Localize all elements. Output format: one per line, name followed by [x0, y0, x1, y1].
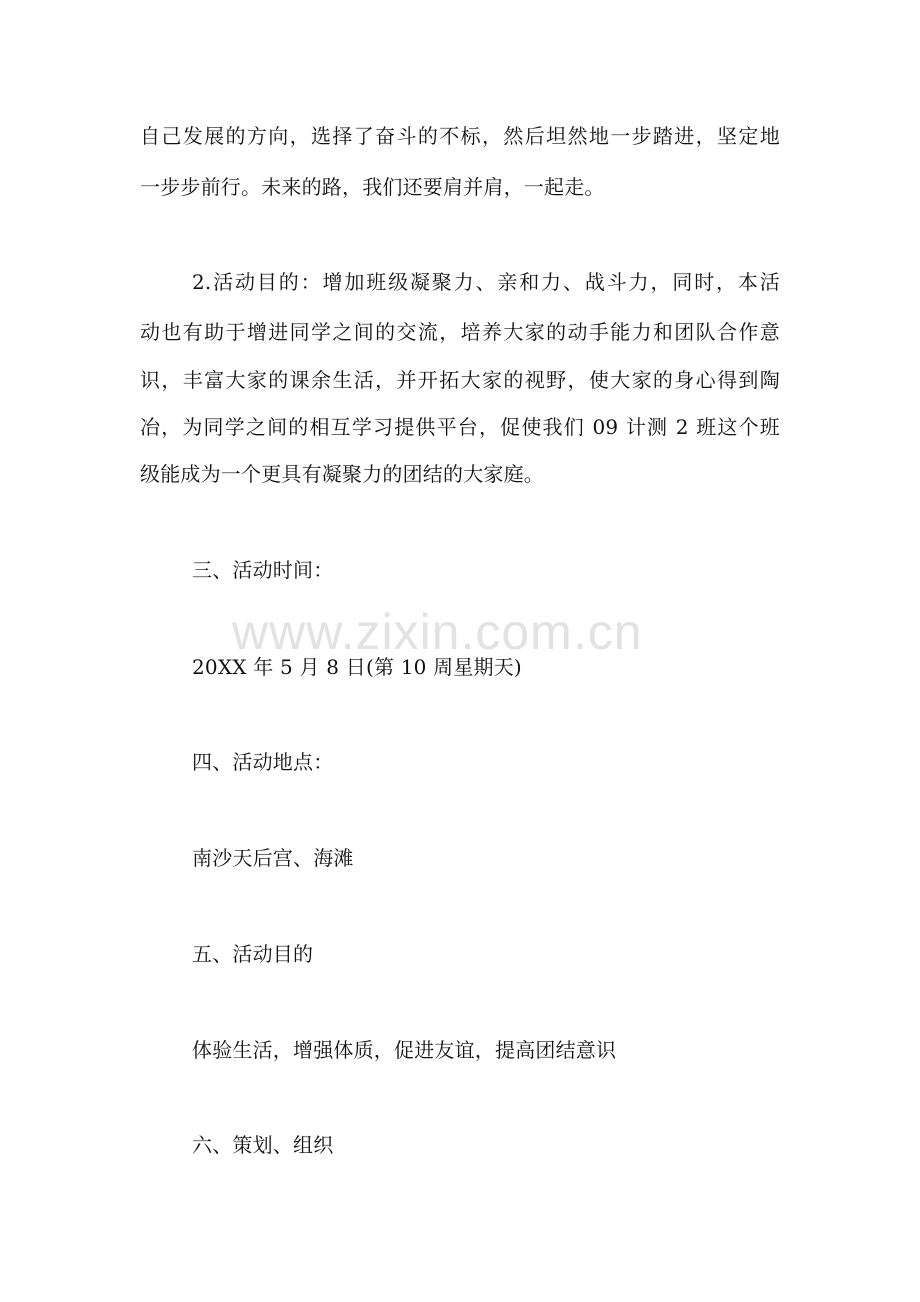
- purpose-line-1: 2.活动目的：增加班级凝聚力、亲和力、战斗力，同时，本活: [192, 270, 780, 294]
- purpose-line-5: 级能成为一个更具有凝聚力的团结的大家庭。: [140, 462, 544, 486]
- section-content-goal: 体验生活，增强体质，促进友谊，提高团结意识: [192, 1038, 617, 1062]
- purpose-line-3: 识，丰富大家的课余生活，并开拓大家的视野，使大家的身心得到陶: [140, 368, 780, 392]
- purpose-line-2: 动也有助于增进同学之间的交流，培养大家的动手能力和团队合作意: [140, 320, 780, 344]
- section-heading-time: 三、活动时间：: [192, 558, 334, 582]
- continuation-line-2: 一步步前行。未来的路，我们还要肩并肩，一起走。: [140, 175, 605, 199]
- purpose-line-4: 冶，为同学之间的相互学习提供平台，促使我们 09 计测 2 班这个班: [140, 415, 780, 439]
- section-heading-goal: 五、活动目的: [192, 942, 314, 966]
- section-content-location: 南沙天后宫、海滩: [192, 846, 354, 870]
- section-content-time: 20XX 年 5 月 8 日(第 10 周星期天): [192, 655, 522, 679]
- section-heading-location: 四、活动地点：: [192, 750, 334, 774]
- section-heading-organizer: 六、策划、组织: [192, 1133, 334, 1157]
- watermark: www.zixin.com.cn: [232, 604, 643, 660]
- continuation-line-1: 自己发展的方向，选择了奋斗的不标，然后坦然地一步踏进，坚定地: [140, 124, 780, 148]
